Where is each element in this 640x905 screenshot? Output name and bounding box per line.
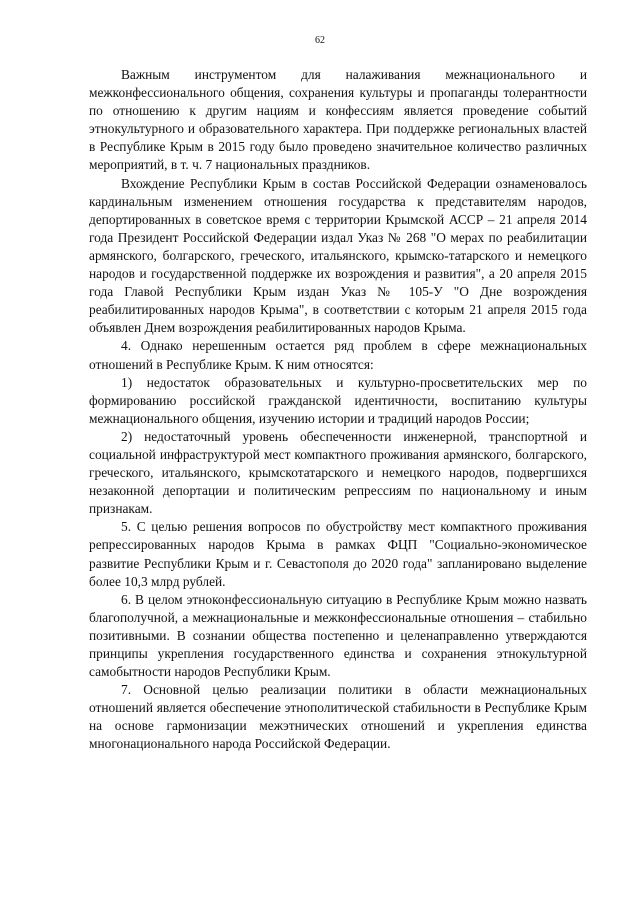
page-number: 62 <box>315 35 325 46</box>
paragraph-policy-goal: 7. Основной целью реализации политики в области межнациональных отношений является обеспечение этнополитической стабильности в Республике Крым на основе гармонизации межэтнических отношений и укрепления единства многонационального народа Российской Федерации. <box>89 682 587 752</box>
paragraph-rehabilitation: Вхождение Республики Крым в состав Российской Федерации ознаменовалось кардинальным изменением отношения государства к представителям народов, депортированных в советское время с территории Крымской АССР – 21 апреля 2014 года Президент Российской Федерации издал Указ № 268 "О мерах по реабилитации армянского, болгарского, греческого, итальянского, крымско-татарского и немецкого народов и государственной поддержке их возрождения и развития", а 20 апреля 2015 года Главой Республики Крым издан Указ № 105-У "О Дне возрождения реабилитированных народов Крыма", в соответствии с которым 21 апреля 2015 года объявлен Днем возрождения реабилитированных народов Крыма. <box>89 175 587 336</box>
paragraph-situation: 6. В целом этноконфессиональную ситуацию в Республике Крым можно назвать благополучной, а межнациональные и межконфессиональные отношения – стабильно позитивными. В сознании общества постепенно и целенаправленно утверждаются принципы укрепления государственного единства и сохранения этнокультурной самобытности народов Республики Крым. <box>89 591 587 680</box>
paragraph-funding: 5. С целью решения вопросов по обустройству мест компактного проживания репрессированных народов Крыма в рамках ФЦП "Социально-экономическое развитие Республики Крым и г. Севастополя до 2020 года" запланировано выделение более 10,3 млрд рублей. <box>89 519 587 589</box>
list-item-problem-1: 1) недостаток образовательных и культурно-просветительских мер по формированию российской гражданской идентичности, воспитанию культуры межнационального общения, изучению истории и традиций народов России; <box>89 374 587 426</box>
document-body <box>89 66 587 754</box>
paragraph-cultural-events: Важным инструментом для налаживания межнационального и межконфессионального общения, сохранения культуры и пропаганды толерантности по отношению к другим нациям и конфессиям является проведение событий этнокультурного и образовательного характера. При поддержке региональных властей в Республике Крым в 2015 году было проведено значительное количество различных мероприятий, в т. ч. 7 национальных праздников. <box>89 67 587 173</box>
paragraph-problems-intro: 4. Однако нерешенным остается ряд проблем в сфере межнациональных отношений в Республике Крым. К ним относятся: <box>89 338 587 372</box>
list-item-problem-2: 2) недостаточный уровень обеспеченности инженерной, транспортной и социальной инфраструктурой мест компактного проживания армянского, болгарского, греческого, итальянского, крымскотатарского и немецкого народов, подвергшихся незаконной депортации и политическим репрессиям по национальному и иным признакам. <box>89 428 587 517</box>
